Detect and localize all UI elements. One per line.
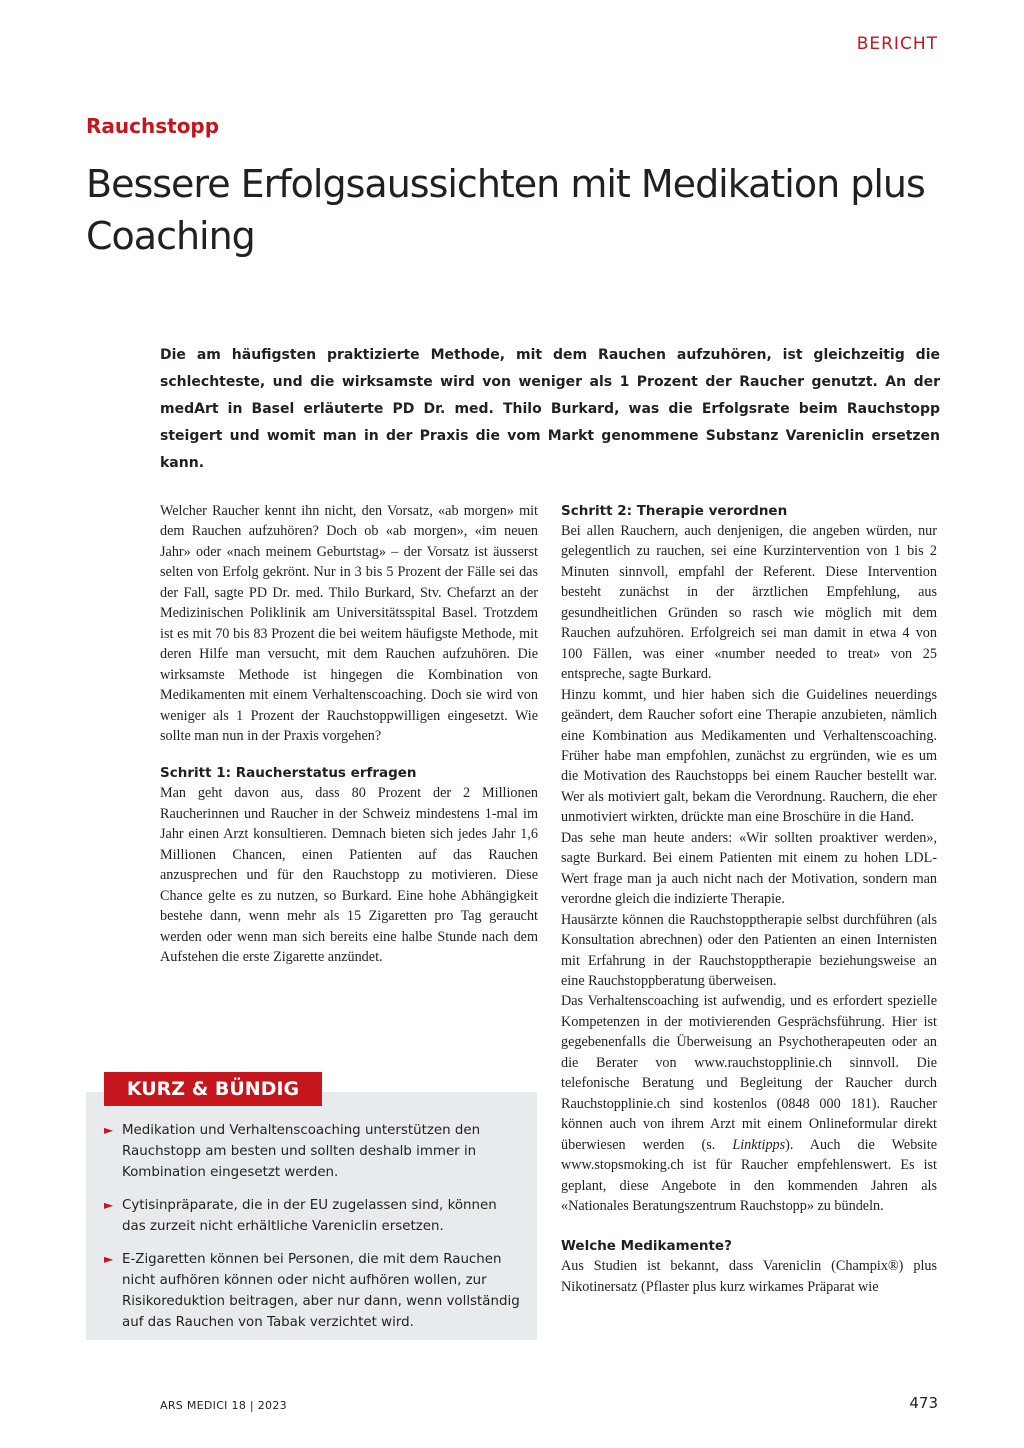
summary-item-text: Medikation und Verhaltenscoaching unterstützen den Rauchstopp am besten und sollten deshalb immer in Kombination eingesetzt werden. — [122, 1123, 481, 1180]
article-title: Bessere Erfolgsaussichten mit Medikation plus Coaching — [86, 162, 925, 258]
step2-paragraph-b: Hinzu kommt, und hier haben sich die Guidelines neuerdings geändert, dem Raucher sofort eine Therapie anzubieten, nämlich eine Kombination aus Medikamenten und Verhaltenscoaching. Früher habe man empfohlen, zunächst zu ergründen, wie es um die Motivation des Rauchstopps bei einem Raucher bestellt war. Wer als motiviert galt, bekam die Verordnung. Rauchern, die eher unmotiviert wirkten, drückte man eine Broschüre in die Hand. — [561, 686, 937, 826]
para-e-text-2: ). Auch die Website www.stopsmoking.ch ist für Raucher empfehlenswert. Es ist geplant, diese Angebote in den kommenden Jahren als «Nationales Beratungszentrum Rauchstopp» zu bündeln. — [561, 1136, 937, 1214]
step2-paragraph-e — [561, 991, 937, 1216]
article-kicker: Rauchstopp — [86, 114, 220, 138]
section-heading-step1: Schritt 1: Raucherstatus erfragen — [160, 765, 417, 782]
step1-paragraph: Man geht davon aus, dass 80 Prozent der 2 Millionen Raucherinnen und Raucher in der Schweiz mindestens 1-mal im Jahr einen Arzt konsultieren. Demnach bieten sich jedes Jahr 1,6 Millionen Chancen, einen Patienten auf das Rauchen anzusprechen und für den Rauchstopp zu motivieren. Diese Chance gelte es zu nutzen, so Burkard. Eine hohe Abhängigkeit bestehe dann, wenn mehr als 15 Zigaretten pro Tag geraucht werden oder wenn man sich bereits eine halbe Stunde nach dem Aufstehen die erste Zigarette anzündet. — [160, 785, 538, 966]
linktipps-reference: Linktipps — [732, 1136, 786, 1153]
summary-item — [104, 1195, 524, 1237]
section-heading-step2: Schritt 2: Therapie verordnen — [561, 503, 788, 519]
intro-paragraph: Welcher Raucher kennt ihn nicht, den Vorsatz, «ab morgen» mit dem Rauchen aufzuhören? Doch ob «ab morgen», «im neuen Jahr» oder «nach meinem Geburtstag» – der Vorsatz ist äusserst selten von Erfolg gekrönt. Nur in 3 bis 5 Prozent der Fälle sei das der Fall, sagte PD Dr. med. Thilo Burkard, Stv. Chefarzt an der Medizinischen Poliklinik am Universitätsspital Basel. Trotzdem ist es mit 70 bis 83 Prozent die bei weitem häufigste Methode, mit deren Hilfe man versucht, mit dem Rauchen aufzuhören. Die wirksamste Methode ist hingegen die Kombination von Medikamenten mit einem Verhaltenscoaching. Doch sie wird von weniger als 1 Prozent der Rauchstoppwilligen eingesetzt. Wie sollte man nun in der Praxis vorgehen? — [160, 503, 538, 744]
bullet-arrow-icon: ► — [104, 1252, 114, 1266]
page-number: 473 — [909, 1394, 938, 1412]
step2-paragraph-c: Das sehe man heute anders: «Wir sollten proaktiver werden», sagte Burkard. Bei einem Patienten mit einem zu hohen LDL-Wert frage man ja auch nicht nach der Motivation, sondern man verordne gleich die indizierte Therapie. — [561, 829, 937, 908]
right-column — [561, 501, 937, 1297]
summary-box-label: KURZ & BÜNDIG — [104, 1072, 322, 1106]
bullet-arrow-icon: ► — [104, 1198, 114, 1212]
summary-item-text: E-Zigaretten können bei Personen, die mit dem Rauchen nicht aufhören können oder nicht aufhören wollen, zur Risikoreduktion beitragen, aber nur dann, wenn vollständig auf das Rauchen von Tabak verzichtet wird. — [122, 1252, 520, 1330]
summary-item — [104, 1249, 524, 1333]
para-e-text-1: Das Verhaltenscoaching ist aufwendig, und es erfordert spezielle Kompetenzen in der motivierenden Gesprächsführung. Hier ist gegebenenfalls die Überweisung an Psychotherapeuten oder an die Berater von www.rauchstopplinie.ch sinnvoll. Die telefonische Beratung und Begleitung der Raucher durch Rauchstopplinie.ch sind kostenlos (0848 000 181). Raucher können auch von ihrem Arzt mit einem Onlineformular direkt überwiesen werden (s. — [561, 993, 937, 1153]
step2-paragraph-d: Hausärzte können die Rauchstopptherapie selbst durchführen (als Konsultation abrechnen) oder den Patienten an einen Internisten mit Erfahrung in der Rauchstopptherapie beziehungsweise an eine Rauchstoppberatung überweisen. — [561, 911, 937, 989]
footer-journal: ARS MEDICI 18 | 2023 — [160, 1399, 287, 1412]
summary-item-text: Cytisinpräparate, die in der EU zugelassen sind, können das zurzeit nicht erhältliche Vareniclin ersetzen. — [122, 1198, 497, 1234]
left-column — [160, 501, 538, 968]
step2-paragraph-a: Bei allen Rauchern, auch denjenigen, die angeben würden, nur gelegentlich zu rauchen, sei eine Kurzintervention von 1 bis 2 Minuten sinnvoll, empfahl der Referent. Diese Intervention besteht zunächst in der ärztlichen Empfehlung, aus gesundheitlichen Gründen so rasch wie möglich mit dem Rauchen aufzuhören. Erfolgreich sei man damit in etwa 4 von 100 Fällen, was einer «number needed to treat» von 25 entspreche, sagte Burkard. — [561, 523, 937, 683]
summary-item — [104, 1120, 524, 1183]
bullet-arrow-icon: ► — [104, 1123, 114, 1137]
section-heading-medications: Welche Medikamente? — [561, 1238, 732, 1255]
summary-list — [104, 1120, 524, 1345]
article-lead: Die am häufigsten praktizierte Methode, mit dem Rauchen aufzuhören, ist gleichzeitig die schlechteste, und die wirksamste wird von weniger als 1 Prozent der Raucher genutzt. An der medArt in Basel erläuterte PD Dr. med. Thilo Burkard, was die Erfolgsrate beim Rauchstopp steigert und womit man in der Praxis die vom Markt genommene Substanz Vareniclin ersetzen kann. — [160, 347, 940, 471]
section-tag: BERICHT — [856, 34, 938, 54]
medications-paragraph: Aus Studien ist bekannt, dass Vareniclin (Champix®) plus Nikotinersatz (Pflaster plus kurz wirkames Präparat wie — [561, 1258, 937, 1295]
